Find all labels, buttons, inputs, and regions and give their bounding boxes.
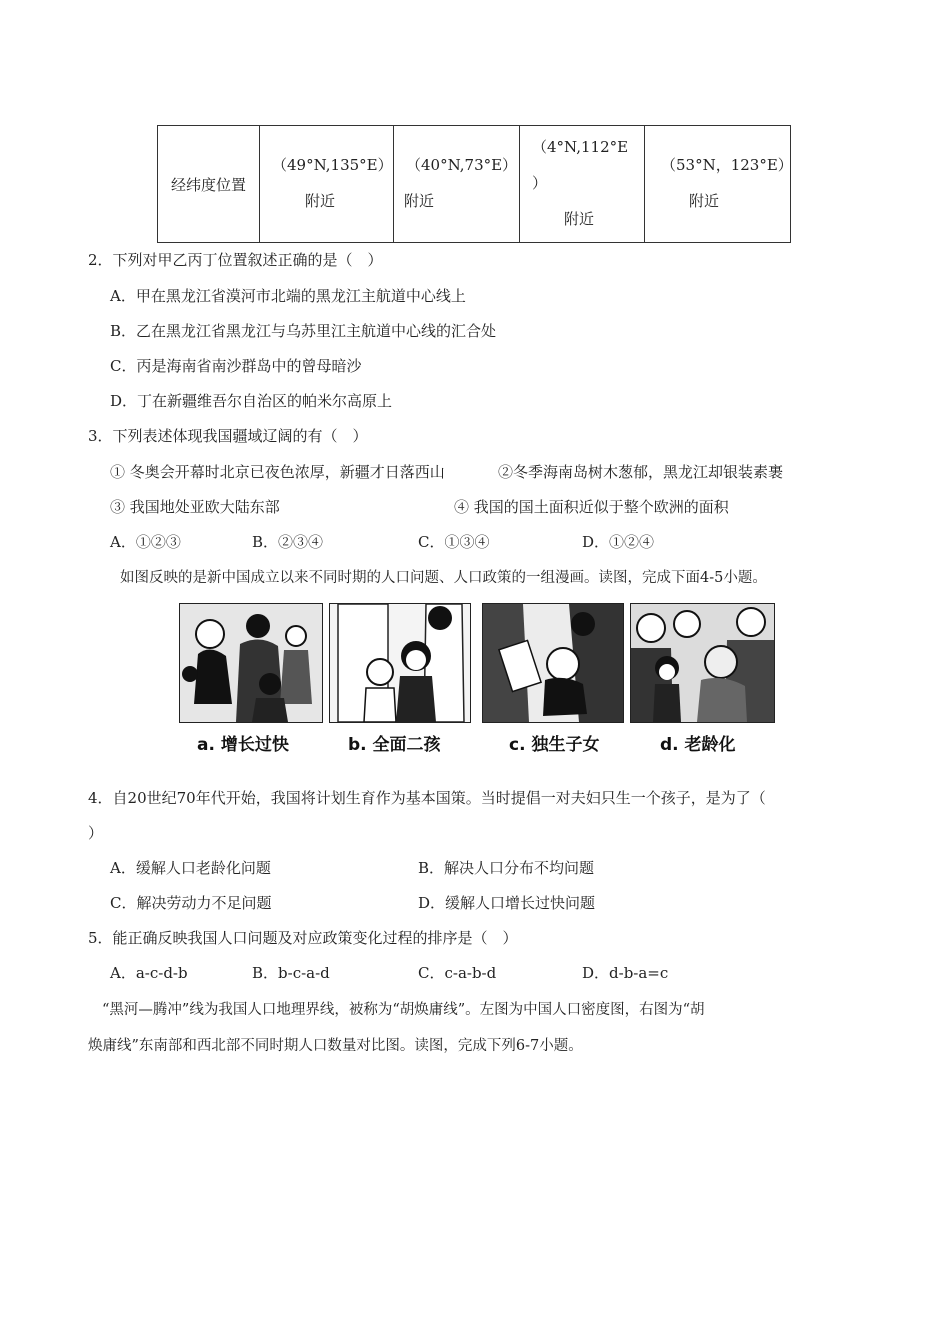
question-4-option-c: C．解决劳动力不足问题 [110,894,272,912]
hu-line-intro-line-2: 焕庸线”东南部和西北部不同时期人口数量对比图。读图，完成下列6-7小题。 [88,1038,583,1054]
coordinates-table [157,125,791,243]
cartoon-strip [179,603,773,723]
cell-coordinate: （40°N,73°E） [406,156,518,174]
question-5-option-c: C．c-a-b-d [418,964,497,982]
question-4-option-a: A．缓解人口老龄化问题 [110,859,271,877]
table-cell-bing [520,126,645,243]
cell-coordinate: （49°N,135°E） [272,156,393,174]
question-5-stem: 5．能正确反映我国人口问题及对应政策变化过程的排序是（ ） [88,929,518,947]
table-cell-ding [645,126,791,243]
cartoon-caption-c: c. 独生子女 [509,735,600,755]
question-3-statement-3: ③ 我国地处亚欧大陆东部 [110,498,280,516]
cartoon-panel-b [329,603,471,723]
question-2-option-b: B．乙在黑龙江省黑龙江与乌苏里江主航道中心线的汇合处 [110,322,497,340]
cell-near-label: 附近 [564,210,595,228]
question-3-option-a: A．①②③ [110,533,181,551]
question-3-stem: 3．下列表述体现我国疆域辽阔的有（ ） [88,427,368,445]
cartoon-caption-d: d. 老龄化 [660,735,736,755]
question-3-statement-2: ②冬季海南岛树木葱郁，黑龙江却银装素裹 [498,463,784,481]
question-3-option-c: C．①③④ [418,533,490,551]
table-cell-yi [394,126,520,243]
cell-near-label: 附近 [305,192,336,210]
question-2-option-a: A．甲在黑龙江省漠河市北端的黑龙江主航道中心线上 [110,287,466,305]
question-5-option-d: D．d-b-a=c [582,964,669,982]
table-header-cell [158,126,260,243]
question-4-option-d: D．缓解人口增长过快问题 [418,894,596,912]
cartoon-caption-b: b. 全面二孩 [348,735,441,755]
cell-near-label: 附近 [404,192,435,210]
cartoon-intro: 如图反映的是新中国成立以来不同时期的人口问题、人口政策的一组漫画。读图，完成下面4-5小题。 [120,570,767,586]
question-4-stem-continued: ） [88,824,104,842]
question-3-option-d: D．①②④ [582,533,655,551]
question-4-option-b: B．解决人口分布不均问题 [418,859,595,877]
cell-coordinate-bracket: ） [532,174,548,192]
question-2-option-d: D．丁在新疆维吾尔自治区的帕米尔高原上 [110,392,393,410]
table-header-label: 经纬度位置 [170,175,246,194]
cell-near-label: 附近 [689,192,720,210]
question-5-option-b: B．b-c-a-d [252,964,330,982]
cartoon-panel-c [482,603,624,723]
cell-coordinate: （4°N,112°E [532,138,629,156]
table-cell-jia [260,126,394,243]
hu-line-intro-line-1: “黑河—腾冲”线为我国人口地理界线，被称为“胡焕庸线”。左图为中国人口密度图，右图为“胡 [102,1002,705,1018]
cell-coordinate: （53°N，123°E） [661,156,793,174]
question-2-option-c: C．丙是海南省南沙群岛中的曾母暗沙 [110,357,362,375]
question-3-statement-4: ④ 我国的国土面积近似于整个欧洲的面积 [454,498,729,516]
question-2-stem: 2．下列对甲乙丙丁位置叙述正确的是（ ） [88,251,383,269]
question-5-option-a: A．a-c-d-b [110,964,188,982]
cartoon-caption-a: a. 增长过快 [197,735,289,755]
question-4-stem: 4．自20世纪70年代开始，我国将计划生育作为基本国策。当时提倡一对夫妇只生一个孩子，是为了（ [88,789,766,807]
question-3-option-b: B．②③④ [252,533,324,551]
cartoon-panel-d [630,603,775,723]
cartoon-panel-a [179,603,323,723]
question-3-statement-1: ① 冬奥会开幕时北京已夜色浓厚，新疆才日落西山 [110,463,445,481]
